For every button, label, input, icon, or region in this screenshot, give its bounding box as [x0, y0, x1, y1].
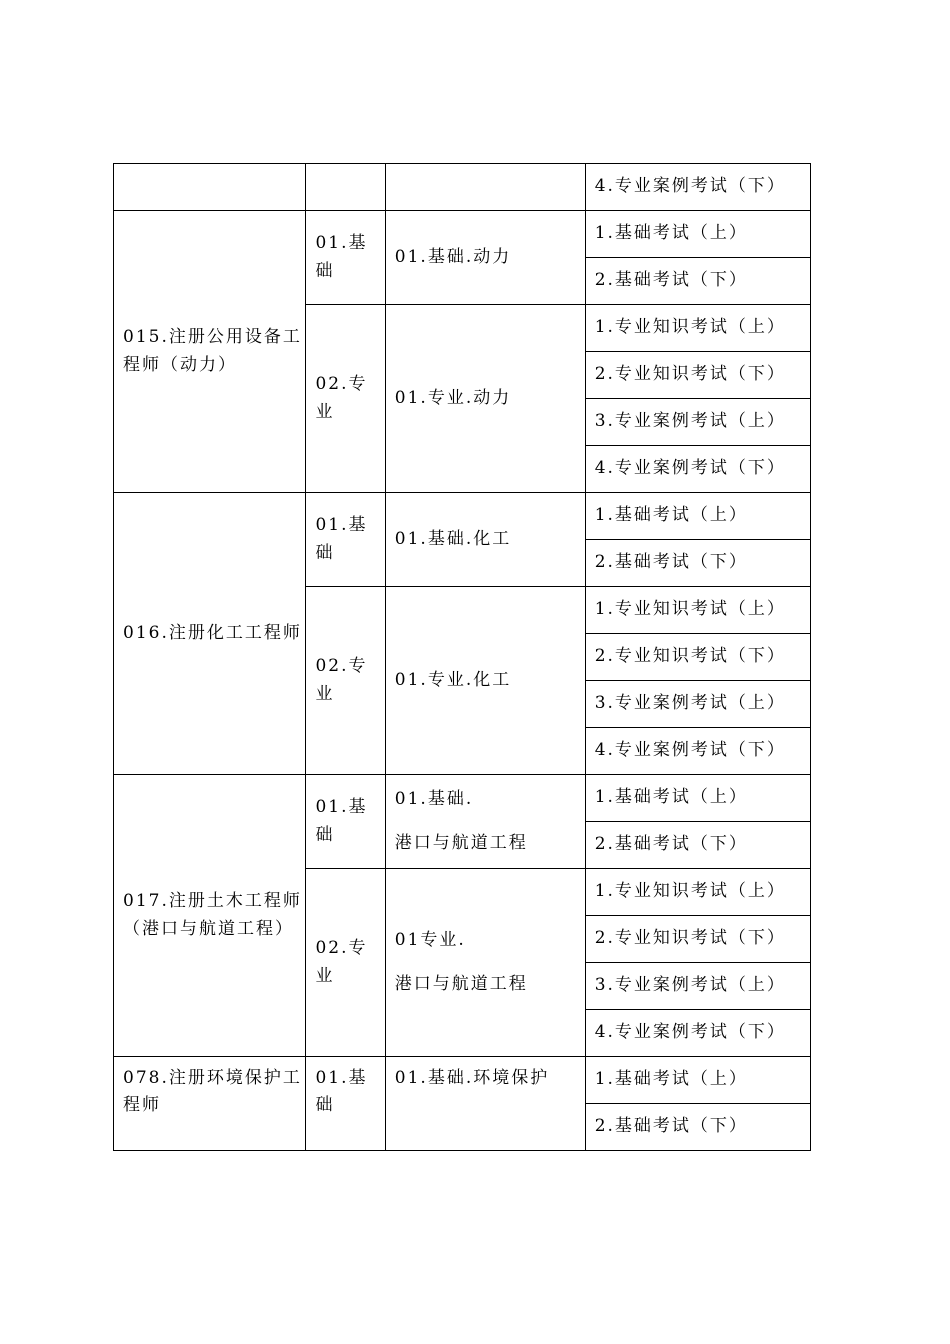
exam-cell: 1.专业知识考试（上）	[585, 305, 810, 352]
empty-cell	[385, 164, 585, 211]
level-cell: 01.基础	[306, 775, 385, 869]
exam-cell: 4.专业案例考试（下）	[585, 1010, 810, 1057]
exam-cell: 2.基础考试（下）	[585, 1104, 810, 1151]
subject-cell: 01.基础.环境保护	[385, 1057, 585, 1151]
exam-cell: 2.专业知识考试（下）	[585, 916, 810, 963]
exam-cell: 2.专业知识考试（下）	[585, 634, 810, 681]
exam-cell: 3.专业案例考试（上）	[585, 681, 810, 728]
exam-cell: 1.基础考试（上）	[585, 1057, 810, 1104]
level-cell: 02.专业	[306, 587, 385, 775]
subject-cell	[385, 775, 585, 869]
subject-cell: 01.基础.化工	[385, 493, 585, 587]
qualification-cell: 015.注册公用设备工程师（动力）	[114, 211, 306, 493]
empty-cell	[306, 164, 385, 211]
exam-cell: 4.专业案例考试（下）	[585, 446, 810, 493]
exam-cell: 2.基础考试（下）	[585, 258, 810, 305]
subject-cell: 01.基础.动力	[385, 211, 585, 305]
subject-line: 港口与航道工程	[394, 973, 528, 994]
subject-line: 港口与航道工程	[394, 832, 528, 853]
exam-cell: 1.专业知识考试（上）	[585, 587, 810, 634]
exam-cell: 1.基础考试（上）	[585, 493, 810, 540]
exam-cell: 1.基础考试（上）	[585, 211, 810, 258]
subject-line: 01.基础.	[394, 789, 474, 810]
table-row	[114, 211, 811, 258]
exam-cell: 1.专业知识考试（上）	[585, 869, 810, 916]
qualification-cell: 016.注册化工工程师	[114, 493, 306, 775]
exam-cell: 1.基础考试（上）	[585, 775, 810, 822]
subject-line: 01专业.	[394, 930, 466, 951]
exam-cell: 3.专业案例考试（上）	[585, 963, 810, 1010]
table-row	[114, 493, 811, 540]
subject-cell	[385, 869, 585, 1057]
level-cell: 01.基础	[306, 1057, 385, 1151]
exam-cell: 3.专业案例考试（上）	[585, 399, 810, 446]
level-cell: 02.专业	[306, 869, 385, 1057]
subject-cell: 01.专业.动力	[385, 305, 585, 493]
table-row	[114, 775, 811, 822]
exam-cell: 2.专业知识考试（下）	[585, 352, 810, 399]
subject-cell: 01.专业.化工	[385, 587, 585, 775]
exam-cell: 2.基础考试（下）	[585, 540, 810, 587]
level-cell: 02.专业	[306, 305, 385, 493]
qualification-cell: 078.注册环境保护工程师	[114, 1057, 306, 1151]
exam-cell: 4.专业案例考试（下）	[585, 164, 810, 211]
exam-cell: 4.专业案例考试（下）	[585, 728, 810, 775]
table-row	[114, 164, 811, 211]
qualification-cell: 017.注册土木工程师（港口与航道工程）	[114, 775, 306, 1057]
empty-cell	[114, 164, 306, 211]
exam-subject-table	[113, 163, 811, 1151]
table-row	[114, 1057, 811, 1104]
level-cell: 01.基础	[306, 211, 385, 305]
exam-cell: 2.基础考试（下）	[585, 822, 810, 869]
level-cell: 01.基础	[306, 493, 385, 587]
